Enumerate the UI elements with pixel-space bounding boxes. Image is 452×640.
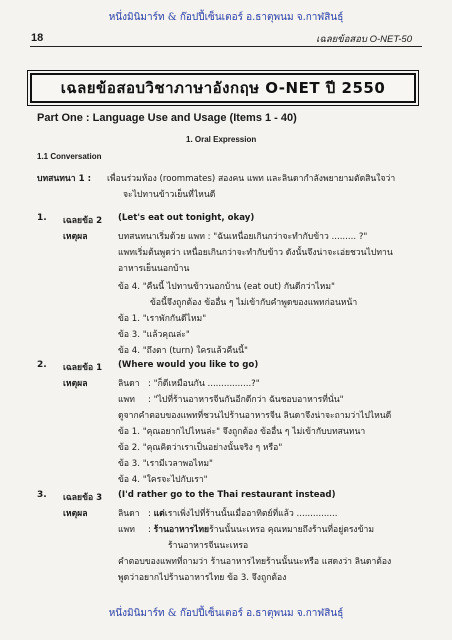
header-rule <box>30 46 422 47</box>
question-1-option: ข้อ 4. "คืนนี้ ไปทานข้าวนอกบ้าน (eat out) กันดีกว่าไหม" <box>118 282 335 292</box>
question-1-line: อาหารเย็นนอกบ้าน <box>118 264 190 274</box>
question-3-line <box>148 522 374 536</box>
question-2-number: 2. <box>37 360 47 370</box>
subsection-title: 1.1 Conversation <box>37 152 102 161</box>
question-3-speaker: แพท <box>118 525 135 535</box>
question-1-option: ข้อ 3. "แล้วคุณล่ะ" <box>118 330 190 340</box>
question-2-speaker: ลินดา <box>118 379 140 389</box>
question-1-option-note: ข้อนี้จึงถูกต้อง ข้ออื่น ๆ ไม่เข้ากับคำพูดของแพทก่อนหน้า <box>150 298 358 308</box>
question-3-prompt: (I'd rather go to the Thai restaurant instead) <box>118 490 336 500</box>
question-1-option: ข้อ 1. "เราพักกันดีไหม" <box>118 314 207 324</box>
question-2-option: ข้อ 4. "ใครจะไปกับเรา" <box>118 475 208 485</box>
question-1-number: 1. <box>37 213 47 223</box>
scenario-line-2: จะไปทานข้าวเย็นที่ไหนดี <box>123 190 216 200</box>
part-title: Part One : Language Use and Usage (Items 1 - 40) <box>37 112 297 124</box>
question-3-line: คำตอบของแพทที่ถามว่า ร้านอาหารไทยร้านนั้นนะหรือ แสดงว่า ลินดาต้อง <box>118 557 392 567</box>
question-3-emphasis: แต่ <box>153 509 165 519</box>
question-2-answer: เฉลยข้อ 1 <box>63 363 103 373</box>
question-2-option: ข้อ 3. "เรามีเวลาพอไหม" <box>118 459 213 469</box>
question-2-line: : "ไปที่ร้านอาหารจีนกันอีกดีกว่า ฉันชอบอาหารที่นั่น" <box>148 395 344 405</box>
question-3-line: พูดว่าอยากไปร้านอาหารไทย ข้อ 3. จึงถูกต้อง <box>118 573 287 583</box>
question-3-line-rest: เราเพิ่งไปที่ร้านนั้นเมื่ออาทิตย์ที่แล้ว ............... <box>164 509 338 519</box>
page-title: เฉลยข้อสอบวิชาภาษาอังกฤษ O-NET ปี 2550 <box>30 73 416 103</box>
question-2-speaker: แพท <box>118 395 135 405</box>
running-title: เฉลยข้อสอบ O-NET-50 <box>316 34 412 45</box>
question-2-line: : "ก็ดีเหมือนกัน ................?" <box>148 379 260 389</box>
question-1-line: บทสนทนาเริ่มด้วย แพท : "ฉันเหนื่อยเกินกว่าจะทำกับข้าว ......... ?" <box>118 232 368 242</box>
question-3-answer: เฉลยข้อ 3 <box>63 493 103 503</box>
scenario-label: บทสนทนา 1 : <box>37 174 92 184</box>
question-3-line-rest: ร้านนั้นนะเหรอ คุณหมายถึงร้านที่อยู่ตรงข้าม <box>209 525 374 535</box>
question-3-line-prefix: : <box>148 525 154 535</box>
bottom-banner: หนึ่งมินิมาร์ท & ก๊อปปี้เซ็นเตอร์ อ.ธาตุพนม จ.กาฬสินธุ์ <box>108 608 344 619</box>
question-1-reason-label: เหตุผล <box>63 232 88 242</box>
question-2-line: ดูจากคำตอบของแพทที่ชวนไปร้านอาหารจีน ลินดาจึงน่าจะถามว่าไปไหนดี <box>118 411 392 421</box>
question-3-line-prefix: : <box>148 509 154 519</box>
question-2-reason-label: เหตุผล <box>63 379 88 389</box>
question-3-line: ร้านอาหารจีนนะเหรอ <box>168 541 249 551</box>
question-3-emphasis: ร้านอาหารไทย <box>153 525 210 535</box>
question-3-speaker: ลินดา <box>118 509 140 519</box>
question-3-reason-label: เหตุผล <box>63 509 88 519</box>
scenario-line-1: เพื่อนร่วมห้อง (roommates) สองคน แพท และลินดากำลังพยายามตัดสินใจว่า <box>107 174 396 184</box>
question-2-option: ข้อ 1. "คุณอยากไปไหนล่ะ" จึงถูกต้อง ข้ออื่น ๆ ไม่เข้ากับบทสนทนา <box>118 427 366 437</box>
question-3-line <box>148 506 337 520</box>
question-1-prompt: (Let's eat out tonight, okay) <box>118 213 255 223</box>
question-2-option: ข้อ 2. "คุณคิดว่าเราเป็นอย่างนั้นจริง ๆ หรือ" <box>118 443 283 453</box>
question-1-line: แพทเริ่มต้นพูดว่า เหนื่อยเกินกว่าจะทำกับข้าว ดังนั้นจึงน่าจะเอ่ยชวนไปทาน <box>118 248 393 258</box>
question-2-prompt: (Where would you like to go) <box>118 360 259 370</box>
question-1-option: ข้อ 4. "ถึงตา (turn) ใครแล้วคืนนี้" <box>118 346 248 356</box>
section-title: 1. Oral Expression <box>186 135 257 144</box>
top-banner: หนึ่งมินิมาร์ท & ก๊อปปี้เซ็นเตอร์ อ.ธาตุพนม จ.กาฬสินธุ์ <box>108 12 344 23</box>
question-3-number: 3. <box>37 490 47 500</box>
question-1-answer: เฉลยข้อ 2 <box>63 216 103 226</box>
page-number: 18 <box>31 32 44 44</box>
